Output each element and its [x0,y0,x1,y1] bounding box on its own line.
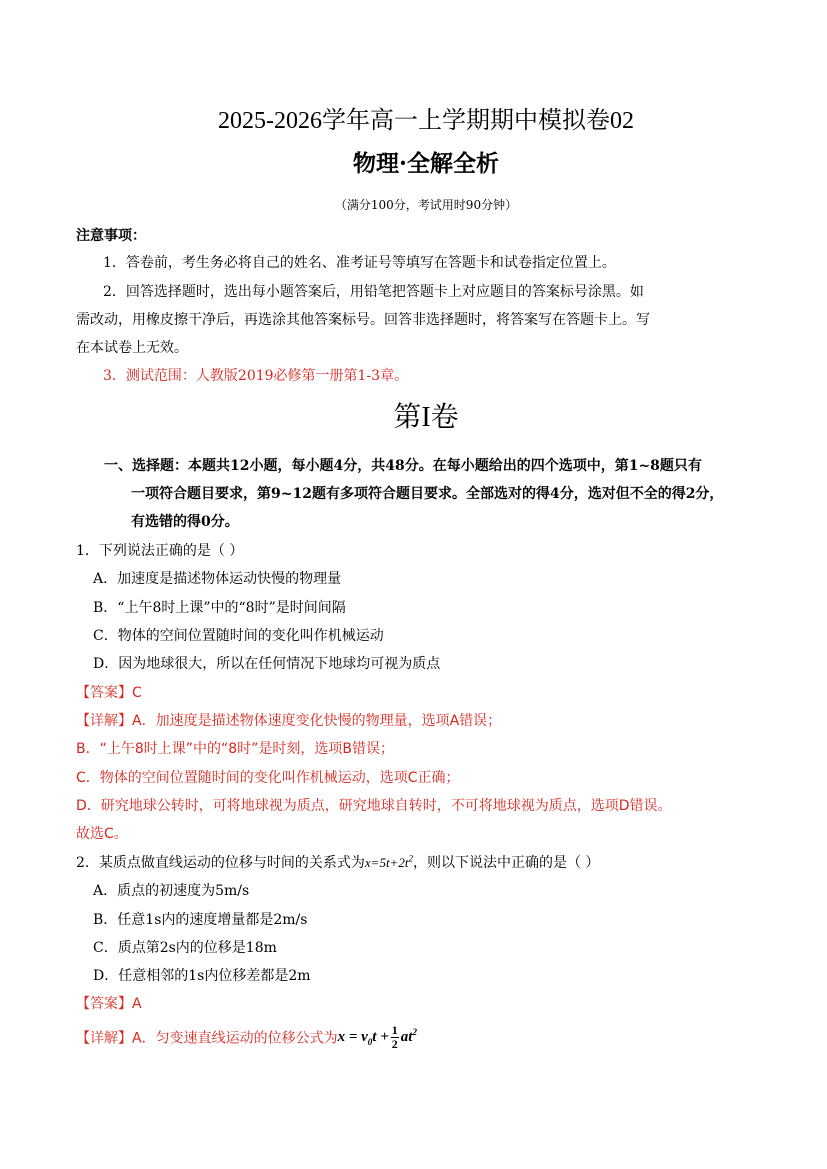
question-2-stem-post: ，则以下说法中正确的是（ ） [412,855,600,871]
formula-main: x=5t+2t [364,855,409,870]
section-1-line-3: 有选错的得0分。 [131,514,239,530]
question-1-detail-c: C．物体的空间位置随时间的变化叫作机械运动，选项C正确； [76,770,460,786]
question-2-option-c: C．质点第2s内的位移是18m [93,940,277,956]
question-2-stem-formula [365,855,413,870]
notice-item-2-line-1: 2．回答选择题时，选出每小题答案后，用铅笔把答题卡上对应题目的答案标号涂黑。如 [103,284,644,300]
notice-item-2-line-3: 在本试卷上无效。 [76,340,188,356]
notice-item-2-line-2: 需改动，用橡皮擦干净后，再选涂其他答案标号。回答非选择题时，将答案写在答题卡上。写 [76,312,650,328]
notice-item-3: 3．测试范围：人教版2019必修第一册第1-3章。 [103,368,409,384]
question-2-option-a: A．质点的初速度为5m/s [93,883,250,899]
formula-superscript: 2 [412,1026,417,1037]
question-1-answer: 【答案】C [76,685,142,701]
formula-fraction [391,1024,399,1051]
notice-item-1: 1．答卷前，考生务必将自己的姓名、准考证号等填写在答题卡和试卷指定位置上。 [103,255,616,271]
question-2-detail-a [76,1024,417,1051]
score-info: （满分100分，考试用时90分钟） [334,198,518,212]
formula-right: at [400,1028,413,1045]
question-2-stem-pre: 2．某质点做直线运动的位移与时间的关系式为 [76,855,365,871]
question-1-detail-a: 【详解】A．加速度是描述物体速度变化快慢的物理量，选项A错误； [76,713,502,729]
question-2-option-b: B．任意1s内的速度增量都是2m/s [93,912,308,928]
formula-mid: t + [372,1028,389,1045]
question-1-stem: 1．下列说法正确的是（ ） [76,543,244,559]
question-1-option-d: D．因为地球很大，所以在任何情况下地球均可视为质点 [93,656,441,672]
section-1-line-2: 一项符合题目要求，第9~12题有多项符合题目要求。全部选对的得4分，选对但不全的得2分， [131,486,724,502]
formula-subscript: 0 [367,1036,373,1047]
question-1-option-a: A．加速度是描述物体运动快慢的物理量 [93,571,342,587]
question-1-conclusion: 故选C。 [76,826,128,842]
question-1-option-c: C．物体的空间位置随时间的变化叫作机械运动 [93,628,384,644]
question-2-answer: 【答案】A [76,996,142,1012]
section-1-line-1: 一、选择题：本题共12小题，每小题4分，共48分。在每小题给出的四个选项中，第1~8题只有 [104,458,702,474]
page-title: 2025-2026学年高一上学期期中模拟卷02 [218,108,634,134]
page-subtitle: 物理·全解全析 [352,150,499,177]
question-2-detail-pre: 【详解】A．匀变速直线运动的位移公式为 [76,1030,338,1047]
question-1-detail-b: B．“上午8时上课”中的“8时”是时刻，选项B错误； [76,741,395,757]
question-2-option-d: D．任意相邻的1s内位移差都是2m [93,968,311,984]
notice-heading: 注意事项： [76,228,146,244]
question-1-detail-d: D．研究地球公转时，可将地球视为质点，研究地球自转时，不可将地球视为质点，选项D错误。 [76,798,672,814]
fraction-denominator: 2 [391,1037,398,1051]
question-2-stem [76,852,599,872]
formula-left: x = v [337,1028,368,1045]
displacement-formula [337,1023,417,1051]
part-label: 第I卷 [393,402,459,433]
fraction-numerator: 1 [391,1023,398,1037]
formula-superscript: 2 [408,853,413,864]
question-1-option-b: B．“上午8时上课”中的“8时”是时间间隔 [93,600,346,616]
